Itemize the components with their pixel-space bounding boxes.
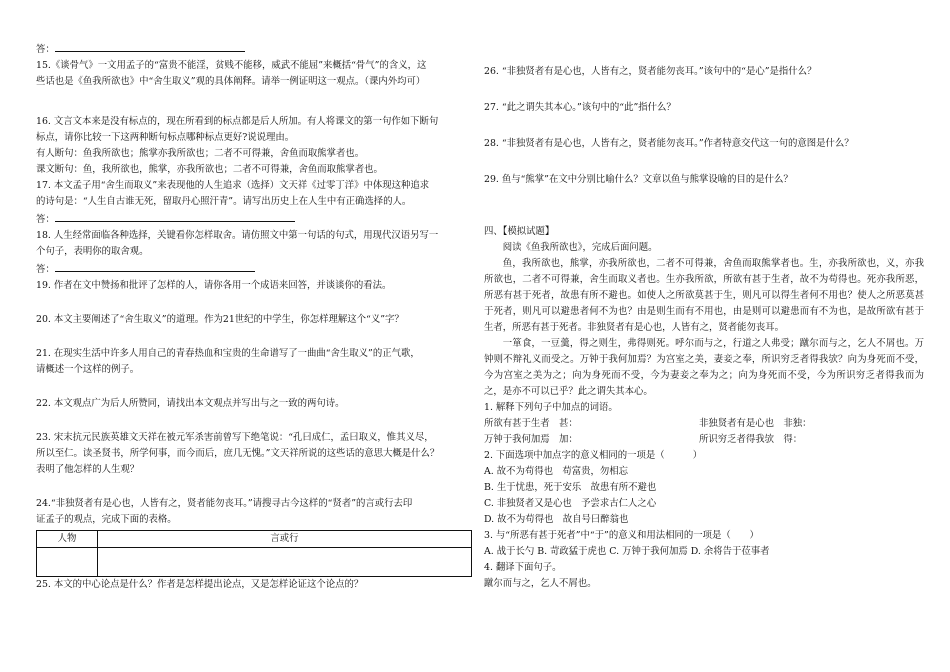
passage-paragraph-1: 鱼，我所欲也，熊掌，亦我所欲也，二者不可得兼，舍鱼而取熊掌者也。生，亦我所欲也，义，亦我所欲也，二者不可得兼，舍生而取义者也。生亦我所欲，所欲有甚于生者，故不为苟得也。死亦我所恶，所恶有甚于死者，故患有所不避也。如使人之所欲莫甚于生，则凡可以得生者何不用也？使人之所恶莫甚于死者，则凡可以避患者何不为也？由是则生而有不用也，由是则可以避患而有不为也，是故所欲有甚于生者，所恶有甚于死者。非独贤者有是心也，人皆有之，贤者能勿丧耳。 xyxy=(484,258,924,333)
question-23: 23. 宋末抗元民族英雄文天祥在被元军杀害前曾写下绝笔说：“孔曰成仁，孟曰取义，惟其义尽， xyxy=(36,432,434,443)
sub-question-3: 3. 与“所恶有甚于死者”中“于”的意义和用法相同的一项是（ ） xyxy=(484,530,759,541)
right-column xyxy=(484,64,924,592)
answer-blank[interactable] xyxy=(55,40,245,52)
answer-line-3: 答： xyxy=(36,260,472,278)
question-17: 17. 本文孟子用“舍生而取义”来表现他的人生追求（选择）文天祥《过零丁洋》中体现这种追求 xyxy=(36,180,430,191)
question-15: 15.《谈骨气》一文用孟子的“富贵不能淫，贫贱不能移，威武不能屈”来概括“骨气”的含义，这 xyxy=(36,60,427,71)
sub-question-4-sentence: 蹴尔而与之，乞人不屑也。 xyxy=(484,578,597,589)
sub-question-2-option-a: A. 故不为苟得也 苟富贵，勿相忘 xyxy=(484,466,628,477)
question-26: 26. “非独贤者有是心也，人皆有之，贤者能勿丧耳。”该句中的“是心”是指什么？ xyxy=(484,66,817,77)
question-16-cont: 标点，请你比较一下这两种断句标点哪种标点更好?说说理由。 xyxy=(36,132,295,143)
table-header-person: 人物 xyxy=(37,531,98,548)
question-22: 22. 本文观点广为后人所赞同，请找出本文观点并写出与之一致的两句诗。 xyxy=(36,398,345,409)
answer-blank[interactable] xyxy=(55,260,255,272)
question-24-cont: 证孟子的观点，完成下面的表格。 xyxy=(36,514,177,525)
sub-question-2-option-b: B. 生于忧患，死于安乐 故患有所不避也 xyxy=(484,482,657,493)
sub-question-2-option-c: C. 非独贤者又是心也 予尝求古仁人之心 xyxy=(484,498,657,509)
question-16-option-a: 有人断句：鱼我所欲也；熊掌亦我所欲也；二者不可得兼，舍鱼而取熊掌者也。 xyxy=(36,148,365,159)
question-24: 24.“非独贤者有是心也，人皆有之，贤者能勿丧耳。”请搜寻古今这样的“贤者”的言或行去印 xyxy=(36,498,413,509)
question-19: 19. 作者在文中赞扬和批评了怎样的人，请你各用一个成语来回答，并谈谈你的看法。 xyxy=(36,280,392,291)
question-15-cont: 些话也是《鱼我所欲也》中“舍生取义”观的具体阐释。请举一例证明这一观点。（课内外均可） xyxy=(36,76,426,87)
answer-blank[interactable] xyxy=(55,210,295,222)
reading-intro: 阅读《鱼我所欲也》，完成后面问题。 xyxy=(502,242,658,253)
question-18-cont: 个句子，表明你的取舍观。 xyxy=(36,246,149,257)
question-21: 21. 在现实生活中许多人用自己的青春热血和宝贵的生命谱写了一曲曲“舍生取义”的正气歌， xyxy=(36,348,420,359)
sub-question-2-option-d: D. 故不为苟得也 故自号曰醉翁也 xyxy=(484,514,629,525)
question-23-cont-2: 表明了他怎样的人生观？ xyxy=(36,464,140,475)
sub-question-1-row-2: 万钟于我何加焉 加： 所识穷乏者得我欤 得： xyxy=(484,434,803,445)
question-16-option-b: 课文断句：鱼，我所欲也，熊掌，亦我所欲也；二者不可得兼，舍鱼而取熊掌者也。 xyxy=(36,164,383,175)
question-28: 28. “非独贤者有是心也，人皆有之，贤者能勿丧耳。”作者特意交代这一句的意图是什么？ xyxy=(484,138,854,149)
question-16: 16. 文言文本来是没有标点的，现在所看到的标点都是后人所加。有人将课文的第一句作如下断句 xyxy=(36,116,439,127)
person-deed-table xyxy=(36,530,472,577)
question-29: 29. 鱼与“熊掌”在文中分别比喻什么？文章以鱼与熊掌设喻的目的是什么？ xyxy=(484,174,793,185)
answer-line-1: 答： xyxy=(36,40,472,58)
table-cell-person[interactable] xyxy=(37,548,98,577)
passage-paragraph-2: 一箪食，一豆羹，得之则生，弗得则死。呼尔而与之，行道之人弗受；蹴尔而与之，乞人不屑也。万钟则不辩礼义而受之。万钟于我何加焉？为宫室之美，妻妾之奉，所识穷乏者得我欤？向为身死而不受，今为宫室之美为之；向为身死而不受，今为妻妾之奉为之；向为身死而不受，今为所识穷乏者得我而为之，是亦不可以已乎？此之谓失其本心。 xyxy=(484,338,924,397)
section-title: 四、【模拟试题】 xyxy=(484,226,555,237)
table-cell-deed[interactable] xyxy=(98,548,472,577)
sub-question-1: 1. 解释下列句子中加点的词语。 xyxy=(484,402,618,413)
sub-question-2: 2. 下面选项中加点字的意义相同的一项是（ ） xyxy=(484,450,703,461)
answer-line-2: 答： xyxy=(36,210,472,228)
question-27: 27. “此之谓失其本心。”该句中的“此”指什么？ xyxy=(484,102,676,113)
question-17-cont: 的诗句是：“人生自古谁无死，留取丹心照汗青”。请写出历史上在人生中有正确选择的人。 xyxy=(36,196,412,207)
question-25: 25. 本文的中心论点是什么？作者是怎样提出论点，又是怎样论证这个论点的？ xyxy=(36,579,364,590)
sub-question-1-row-1: 所欲有甚于生者 甚： 非独贤者有是心也 非独： xyxy=(484,418,812,429)
question-18: 18. 人生经常面临各种选择，关键看你怎样取舍。请仿照文中第一句话的句式，用现代汉语另写一 xyxy=(36,230,439,241)
question-20: 20. 本文主要阐述了“舍生取义”的道理。作为21世纪的中学生，你怎样理解这个“义”字？ xyxy=(36,314,404,325)
sub-question-4: 4. 翻译下面句子。 xyxy=(484,562,562,573)
sub-question-3-options: A. 战于长勺 B. 苛政猛于虎也 C. 万钟于我何加焉 D. 余将告于莅事者 xyxy=(484,546,770,557)
left-column xyxy=(36,40,472,593)
question-23-cont: 所以至仁。读圣贤书，所学何事，而今而后，庶几无愧。”文天祥所说的这些话的意思大概是什么？ xyxy=(36,448,440,459)
question-21-cont: 请概述一个这样的例子。 xyxy=(36,364,140,375)
table-header-deed: 言或行 xyxy=(98,531,472,548)
